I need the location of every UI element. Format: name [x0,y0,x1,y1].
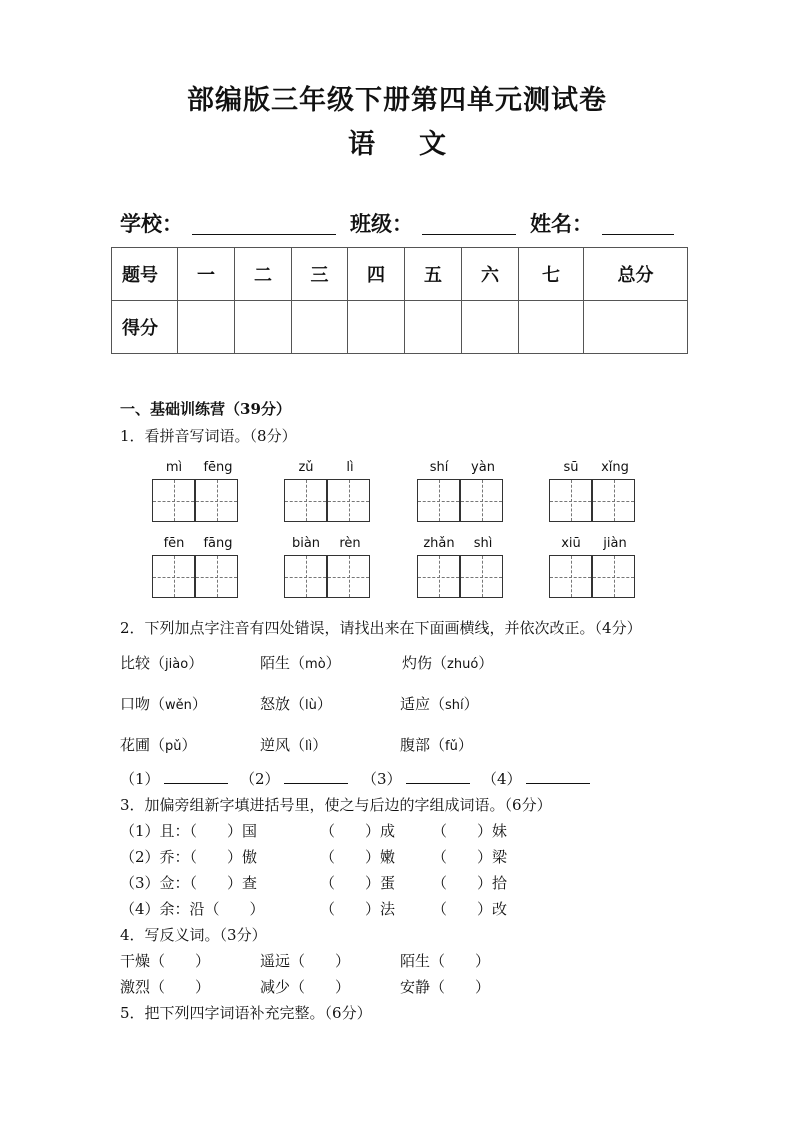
header-cell: 六 [462,248,519,301]
pinyin-label: shì [473,536,493,551]
writing-grid-cell[interactable] [592,555,635,598]
pinyin: fǔ [445,739,458,754]
writing-grid-cell[interactable] [549,555,592,598]
antonym-item[interactable]: 安静（ ） [400,978,491,996]
answer-label: （4） [482,770,522,788]
header-cell: 题号 [112,248,178,301]
question-4-prompt: 4．写反义词。（3分） [120,926,267,944]
pinyin-label: yàn [471,460,495,475]
radical-item[interactable]: （4）余：沿（ ） [120,900,265,918]
pinyin: wěn [165,698,192,713]
score-table-header-row [112,248,688,301]
phonetic-item: 灼伤（zhuó） [402,654,494,672]
radical-item[interactable]: （ ）蛋 [320,874,396,892]
pinyin: shí [445,698,464,713]
writing-grid-cell[interactable] [152,555,195,598]
writing-grid-cell[interactable] [284,555,327,598]
writing-grid-cell[interactable] [460,479,503,522]
word: 腹部 [400,736,431,754]
score-cell[interactable] [235,301,292,354]
radical-item[interactable]: （3）佥：（ ）查 [120,874,258,892]
radical-item[interactable]: （ ）法 [320,900,396,918]
answer-blank[interactable] [240,768,348,789]
answer-blank[interactable] [362,768,470,789]
score-cell[interactable] [584,301,688,354]
name-label: 姓名： [530,211,593,236]
pinyin-label: lì [346,460,354,475]
pinyin-label: fēng [203,460,233,475]
pinyin-label: shí [429,460,449,475]
school-label: 学校： [120,211,183,236]
answer-blank[interactable] [120,768,228,789]
writing-grid-cell[interactable] [195,555,238,598]
class-label: 班级： [350,211,413,236]
score-cell[interactable] [462,301,519,354]
radical-item[interactable]: （2）乔：（ ）傲 [120,848,258,866]
answer-line[interactable] [284,769,348,784]
pinyin-label: sū [563,460,579,475]
word: 陌生 [260,654,291,672]
antonym-item[interactable]: 干燥（ ） [120,952,211,970]
name-field[interactable] [602,210,674,235]
phonetic-item: 腹部（fǔ） [400,736,473,754]
pinyin-label: xǐng [601,460,629,475]
answer-line[interactable] [526,769,590,784]
antonym-item[interactable]: 遥远（ ） [260,952,351,970]
pinyin-label: xiū [561,536,581,551]
pinyin-label: biàn [291,536,321,551]
header-cell: 二 [235,248,292,301]
radical-item[interactable]: （ ）嫩 [320,848,396,866]
word: 花圃 [120,736,151,754]
writing-grid-cell[interactable] [417,479,460,522]
radical-item[interactable]: （1）且：（ ）国 [120,822,258,840]
header-cell: 七 [519,248,584,301]
radical-item[interactable]: （ ）拾 [432,874,508,892]
score-table [111,247,688,354]
header-cell: 总分 [584,248,688,301]
score-cell[interactable] [348,301,405,354]
phonetic-item: 花圃（pǔ） [120,736,197,754]
word: 口吻 [120,695,151,713]
antonym-item[interactable]: 激烈（ ） [120,978,211,996]
phonetic-item: 陌生（mò） [260,654,341,672]
phonetic-item: 怒放（lù） [260,695,332,713]
score-cell[interactable] [178,301,235,354]
subject-char-1: 语 [348,129,375,160]
question-2-prompt: 2．下列加点字注音有四处错误，请找出来在下面画横线，并依次改正。（4分） [120,619,642,637]
antonym-item[interactable]: 陌生（ ） [400,952,491,970]
answer-label: （1） [120,770,160,788]
word: 比较 [120,654,151,672]
writing-grid-cell[interactable] [327,555,370,598]
word: 逆风 [260,736,291,754]
radical-item[interactable]: （ ）梁 [432,848,508,866]
pinyin-label: fāng [203,536,233,551]
writing-grid-cell[interactable] [549,479,592,522]
score-table-score-row [112,301,688,354]
writing-grid-cell[interactable] [152,479,195,522]
pinyin-label: mì [165,460,183,475]
pinyin: lì [305,739,313,754]
pinyin-label: zǔ [298,460,314,475]
pinyin: mò [305,657,326,672]
score-cell[interactable] [405,301,462,354]
section-title: 一、基础训练营（39分） [120,400,291,418]
score-row-label: 得分 [112,301,178,354]
pinyin-label: jiàn [603,536,627,551]
answer-line[interactable] [164,769,228,784]
writing-grid-cell[interactable] [195,479,238,522]
school-field[interactable] [192,210,336,235]
answer-blank[interactable] [482,768,590,789]
writing-grid-cell[interactable] [284,479,327,522]
pinyin-label: zhǎn [423,536,455,551]
radical-item[interactable]: （ ）成 [320,822,396,840]
answer-line[interactable] [406,769,470,784]
answer-label: （3） [362,770,402,788]
pinyin: lù [305,698,317,713]
subject-char-2: 文 [419,129,446,160]
question-5-prompt: 5．把下列四字词语补充完整。（6分） [120,1004,372,1022]
pinyin-label: fēn [163,536,185,551]
pinyin-label: rèn [339,536,361,551]
answer-label: （2） [240,770,280,788]
header-cell: 一 [178,248,235,301]
pinyin: pǔ [165,739,182,754]
word: 灼伤 [402,654,433,672]
writing-grid-cell[interactable] [460,555,503,598]
word: 适应 [400,695,431,713]
radical-item[interactable]: （ ）改 [432,900,508,918]
radical-item[interactable]: （ ）妹 [432,822,508,840]
writing-grid-cell[interactable] [327,479,370,522]
header-cell: 三 [292,248,348,301]
page-title: 部编版三年级下册第四单元测试卷 [187,85,607,116]
subject-title [0,122,794,161]
header-cell: 五 [405,248,462,301]
writing-grid-cell[interactable] [417,555,460,598]
question-1-prompt: 1．看拼音写词语。（8分） [120,427,297,445]
word: 怒放 [260,695,291,713]
score-cell[interactable] [292,301,348,354]
phonetic-item: 逆风（lì） [260,736,328,754]
class-field[interactable] [422,210,516,235]
phonetic-item: 口吻（wěn） [120,695,207,713]
phonetic-item: 适应（shí） [400,695,479,713]
pinyin: jiào [165,657,189,672]
phonetic-item: 比较（jiào） [120,654,204,672]
question-3-prompt: 3．加偏旁组新字填进括号里，使之与后边的字组成词语。（6分） [120,796,552,814]
writing-grid-cell[interactable] [592,479,635,522]
score-cell[interactable] [519,301,584,354]
pinyin: zhuó [447,657,479,672]
antonym-item[interactable]: 减少（ ） [260,978,351,996]
header-cell: 四 [348,248,405,301]
